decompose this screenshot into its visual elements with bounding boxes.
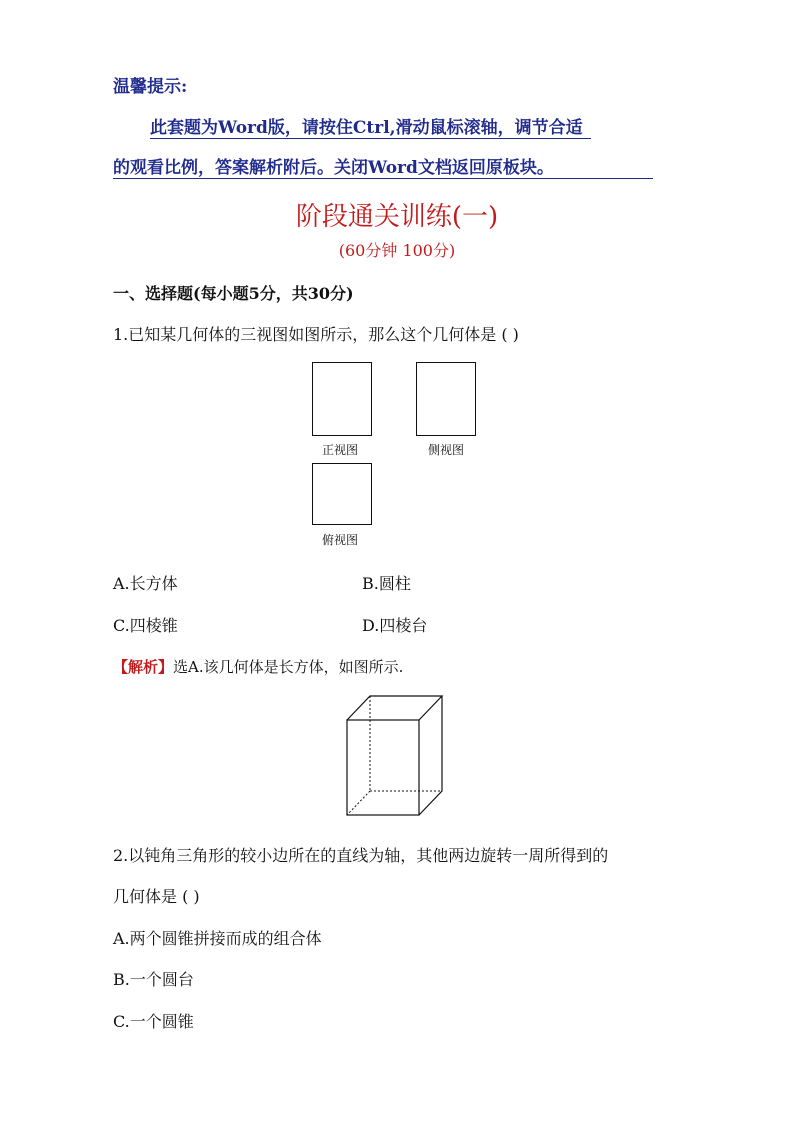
tip-line-2: 的观看比例，答案解析附后。关闭Word文档返回原板块。 [113,153,653,179]
side-view-label: 侧视图 [428,443,465,457]
analysis-tag: 【解析】 [113,658,174,676]
cuboid-right-edges [419,696,442,815]
q1-analysis [113,656,403,677]
tip-line-1: 此套题为Word版，请按住Ctrl,滑动鼠标滚轴，调节合适 [150,113,591,139]
cuboid-hidden-edge [347,791,370,815]
cuboid-front-face [347,720,419,815]
cuboid-top-edges [347,696,442,720]
top-view-figure [312,463,372,525]
q1-option-c: C.四棱锥 [113,616,178,635]
q2-option-b: B.一个圆台 [113,970,194,989]
page-subtitle: (60分钟 100分) [338,241,456,260]
top-view-label: 俯视图 [322,533,359,547]
tip-heading: 温馨提示: [113,77,188,97]
front-view-figure [312,362,372,436]
q2-stem-line-2: 几何体是 ( ) [113,887,200,906]
cuboid-figure [340,690,450,820]
page-title: 阶段通关训练(一) [295,202,499,232]
analysis-text: 选A.该几何体是长方体，如图所示. [173,658,404,676]
q2-option-a: A.两个圆锥拼接而成的组合体 [113,929,322,948]
front-view-label: 正视图 [322,443,359,457]
q1-option-d: D.四棱台 [362,616,428,635]
q1-option-a: A.长方体 [113,574,178,593]
section-heading: 一、选择题(每小题5分，共30分) [113,284,354,303]
q1-stem: 1.已知某几何体的三视图如图所示，那么这个几何体是 ( ) [113,325,519,344]
q1-option-b: B.圆柱 [362,574,411,593]
side-view-figure [416,362,476,436]
q2-stem-line-1: 2.以钝角三角形的较小边所在的直线为轴，其他两边旋转一周所得到的 [113,846,609,865]
q2-option-c: C.一个圆锥 [113,1012,194,1031]
